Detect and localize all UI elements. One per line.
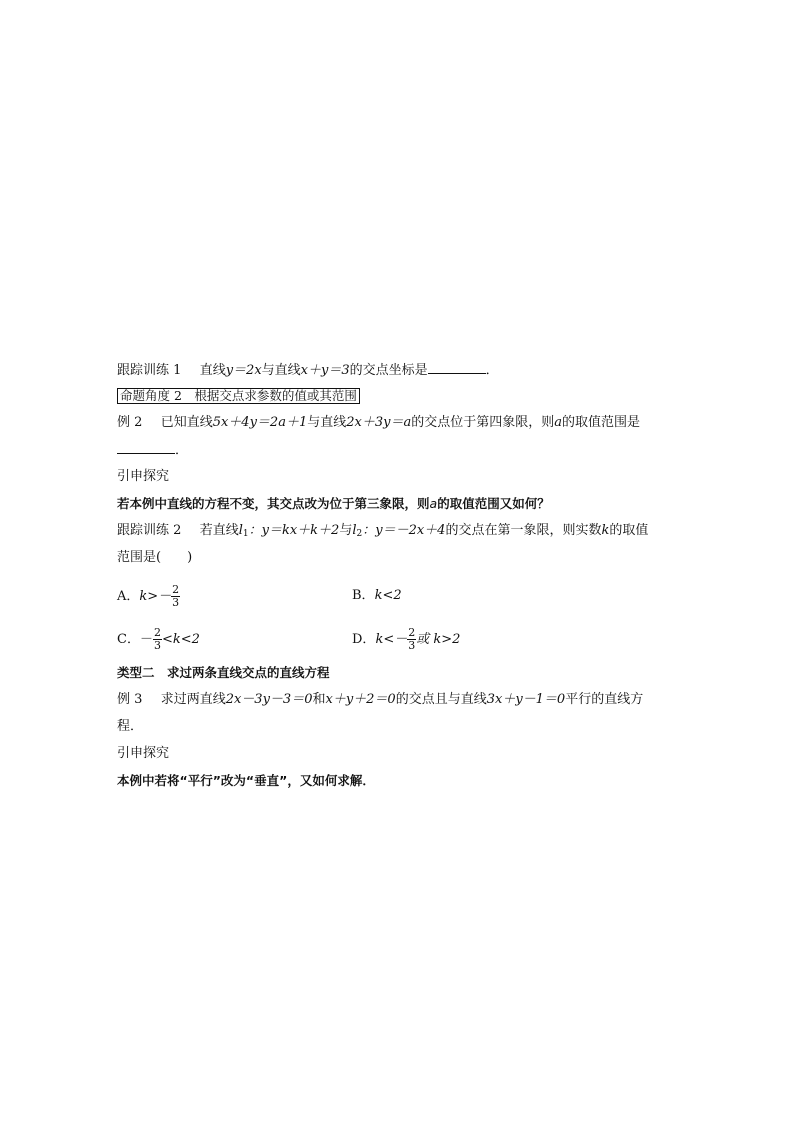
equation: 2x＋3y＝a [346,415,412,430]
equation: ：y＝－2x＋4 [362,523,446,538]
example-2: 例 2 已知直线5x＋4y＝2a＋1与直线2x＋3y＝a的交点位于第四象限，则a的取值范围是 [117,415,640,430]
section-title: 命题角度 2 根据交点求参数的值或其范围 [117,388,360,404]
exercise-2-label: 跟踪训练 2 [117,523,182,538]
extension-heading: 引申探究 [117,469,170,484]
fraction: $\frac{2}{3}$ [153,626,161,652]
extension-heading-2: 引申探究 [117,746,170,761]
equation: x＋y＝3 [300,363,350,378]
equation: 3x＋y－1＝0 [486,692,566,707]
exercise-2-line2: 范围是( ) [117,550,193,565]
type-2-heading: 类型二 求过两条直线交点的直线方程 [117,665,330,680]
answer-blank [428,361,486,374]
section-heading [117,388,360,406]
example-3-line2: 程． [117,719,144,734]
extension-question-2: 本例中若将“平行”改为“垂直”，又如何求解． [117,773,375,788]
equation: y＝2x [225,363,262,378]
equation: x＋y＋2＝0 [325,692,396,707]
equation: 2x－3y－3＝0 [225,692,313,707]
extension-question: 若本例中直线的方程不变，其交点改为位于第三象限，则a的取值范围又如何？ [117,496,550,511]
fraction: $\frac{2}{3}$ [172,583,180,609]
example-3-label: 例 3 [117,692,143,707]
example-2-line2: ． [117,441,188,460]
option-b[interactable]: B．k<2 [352,588,402,603]
exercise-2: 跟踪训练 2 若直线$l_1$：y＝kx＋k＋2与$l_2$：y＝－2x＋4的交点在第一象限，则实数k的取值 [117,523,649,539]
fraction: $\frac{2}{3}$ [408,626,416,652]
exercise-1-label: 跟踪训练 1 [117,363,182,378]
option-a[interactable]: A．k>－ $\frac{2}{3}$ [117,583,180,609]
equation: ：y＝kx＋k＋2 [248,523,340,538]
answer-blank [117,441,175,454]
equation: 5x＋4y＝2a＋1 [212,415,308,430]
exercise-1: 跟踪训练 1 直线y＝2x与直线x＋y＝3的交点坐标是 ． [117,363,499,378]
example-2-label: 例 2 [117,415,143,430]
option-c[interactable]: C．－ $\frac{2}{3}$ <k<2 [117,626,200,652]
option-d[interactable]: D．k<－ $\frac{2}{3}$ 或 k>2 [352,626,461,652]
example-3: 例 3 求过两直线2x－3y－3＝0和x＋y＋2＝0的交点且与直线3x＋y－1＝0平行的直线方 [117,692,644,707]
